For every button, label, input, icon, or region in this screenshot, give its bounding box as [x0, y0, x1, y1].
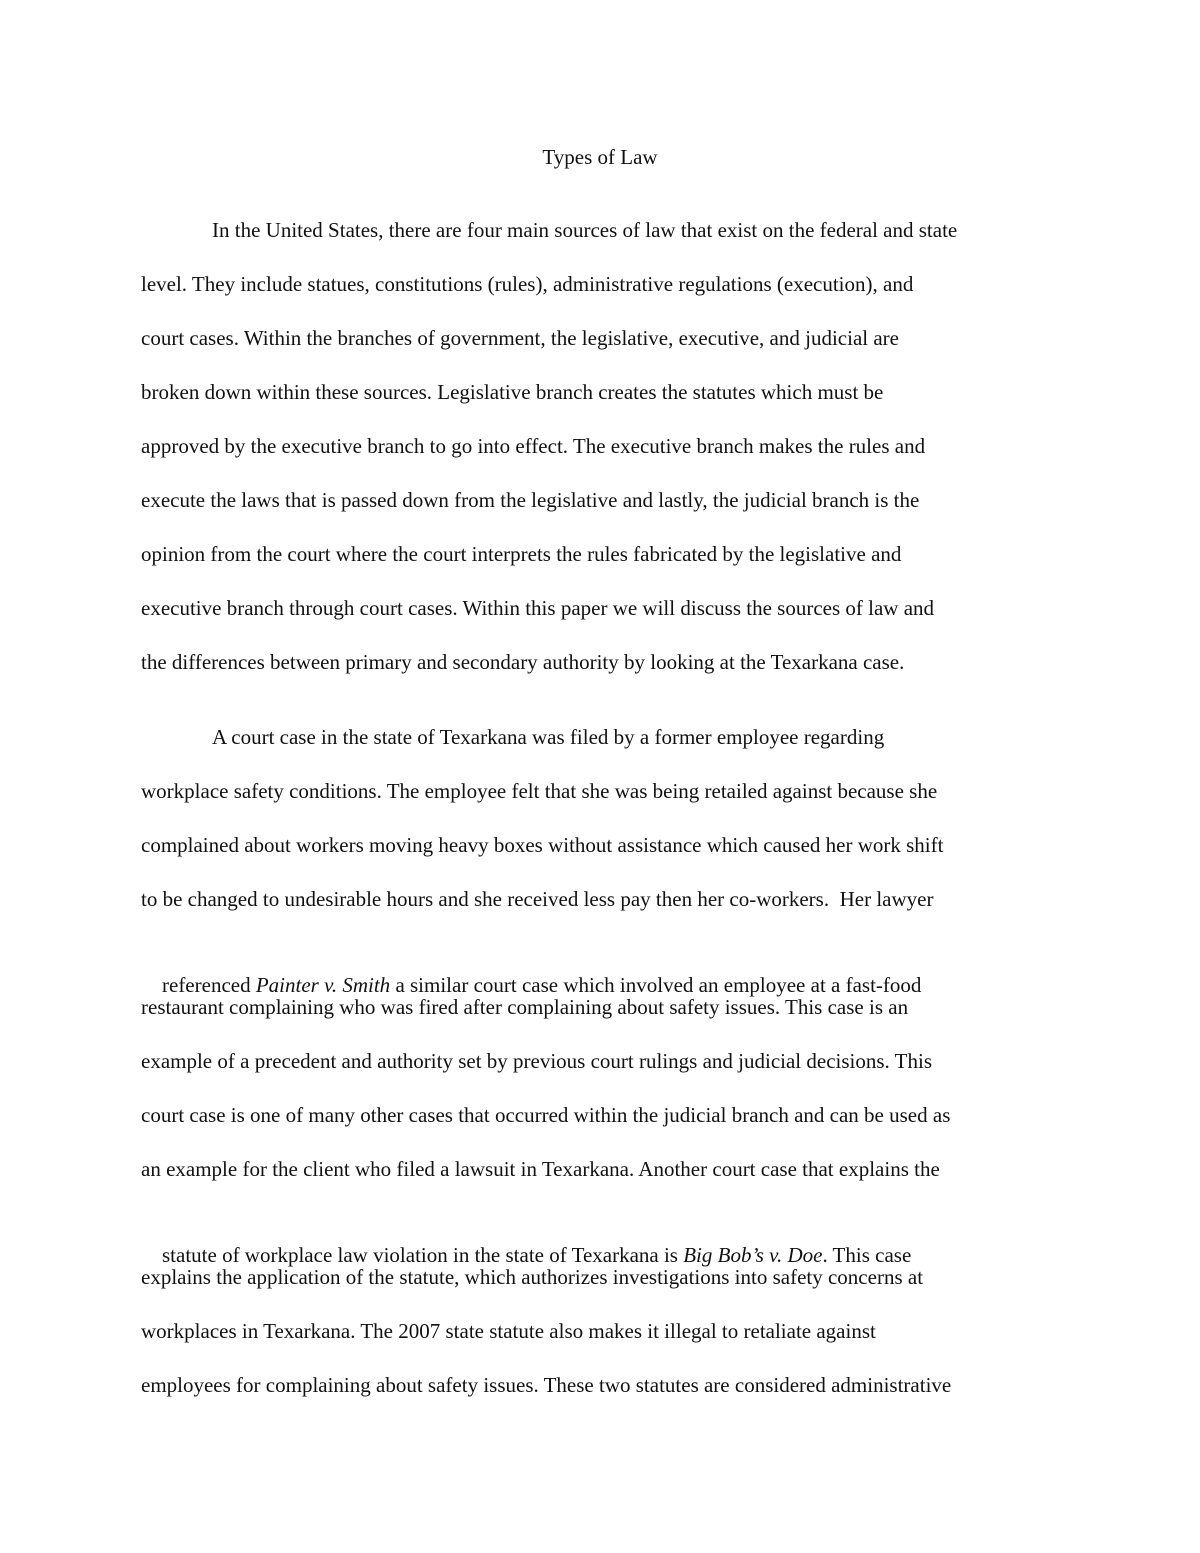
- paragraph-1-line: executive branch through court cases. Within this paper we will discuss the sources of law and: [141, 596, 935, 620]
- paragraph-2-line: employees for complaining about safety issues. These two statutes are considered administrative: [141, 1373, 952, 1397]
- paragraph-2-line: an example for the client who filed a lawsuit in Texarkana. Another court case that explains the: [141, 1157, 940, 1181]
- paragraph-1-line: execute the laws that is passed down from the legislative and lastly, the judicial branch is the: [141, 488, 920, 512]
- page-title: Types of Law: [542, 145, 658, 169]
- paragraph-2-line: complained about workers moving heavy boxes without assistance which caused her work shift: [141, 833, 944, 857]
- paragraph-1-line: approved by the executive branch to go into effect. The executive branch makes the rules and: [141, 434, 926, 458]
- line-text: referenced: [162, 973, 256, 997]
- line-text: a similar court case which involved an employee at a fast-food: [390, 973, 922, 997]
- paragraph-2-line: A court case in the state of Texarkana was filed by a former employee regarding: [212, 725, 885, 749]
- paragraph-2-line: court case is one of many other cases that occurred within the judicial branch and can be used as: [141, 1103, 951, 1127]
- line-text: . This case: [822, 1243, 912, 1267]
- paragraph-1-line: level. They include statues, constitutions (rules), administrative regulations (execution), and: [141, 272, 914, 296]
- paragraph-2-line: restaurant complaining who was fired after complaining about safety issues. This case is an: [141, 995, 909, 1019]
- paragraph-1-line: the differences between primary and secondary authority by looking at the Texarkana case.: [141, 650, 905, 674]
- paragraph-2-line: explains the application of the statute, which authorizes investigations into safety concerns at: [141, 1265, 924, 1289]
- paragraph-2-line: workplace safety conditions. The employee felt that she was being retailed against because she: [141, 779, 938, 803]
- case-citation-painter-v-smith: Painter v. Smith: [255, 973, 391, 997]
- case-citation-big-bobs-v-doe: Big Bob’s v. Doe: [683, 1243, 823, 1267]
- paragraph-2-line: example of a precedent and authority set by previous court rulings and judicial decisions. This: [141, 1049, 932, 1073]
- paragraph-1-line: In the United States, there are four main sources of law that exist on the federal and state: [212, 218, 958, 242]
- paragraph-1-line: broken down within these sources. Legislative branch creates the statutes which must be: [141, 380, 884, 404]
- paragraph-1-line: opinion from the court where the court interprets the rules fabricated by the legislative and: [141, 542, 902, 566]
- paragraph-2-line: workplaces in Texarkana. The 2007 state statute also makes it illegal to retaliate against: [141, 1319, 876, 1343]
- paragraph-1-line: court cases. Within the branches of government, the legislative, executive, and judicial are: [141, 326, 899, 350]
- line-text: statute of workplace law violation in the state of Texarkana is: [162, 1243, 684, 1267]
- paragraph-2-line: to be changed to undesirable hours and she received less pay then her co-workers. Her lawyer: [141, 887, 934, 911]
